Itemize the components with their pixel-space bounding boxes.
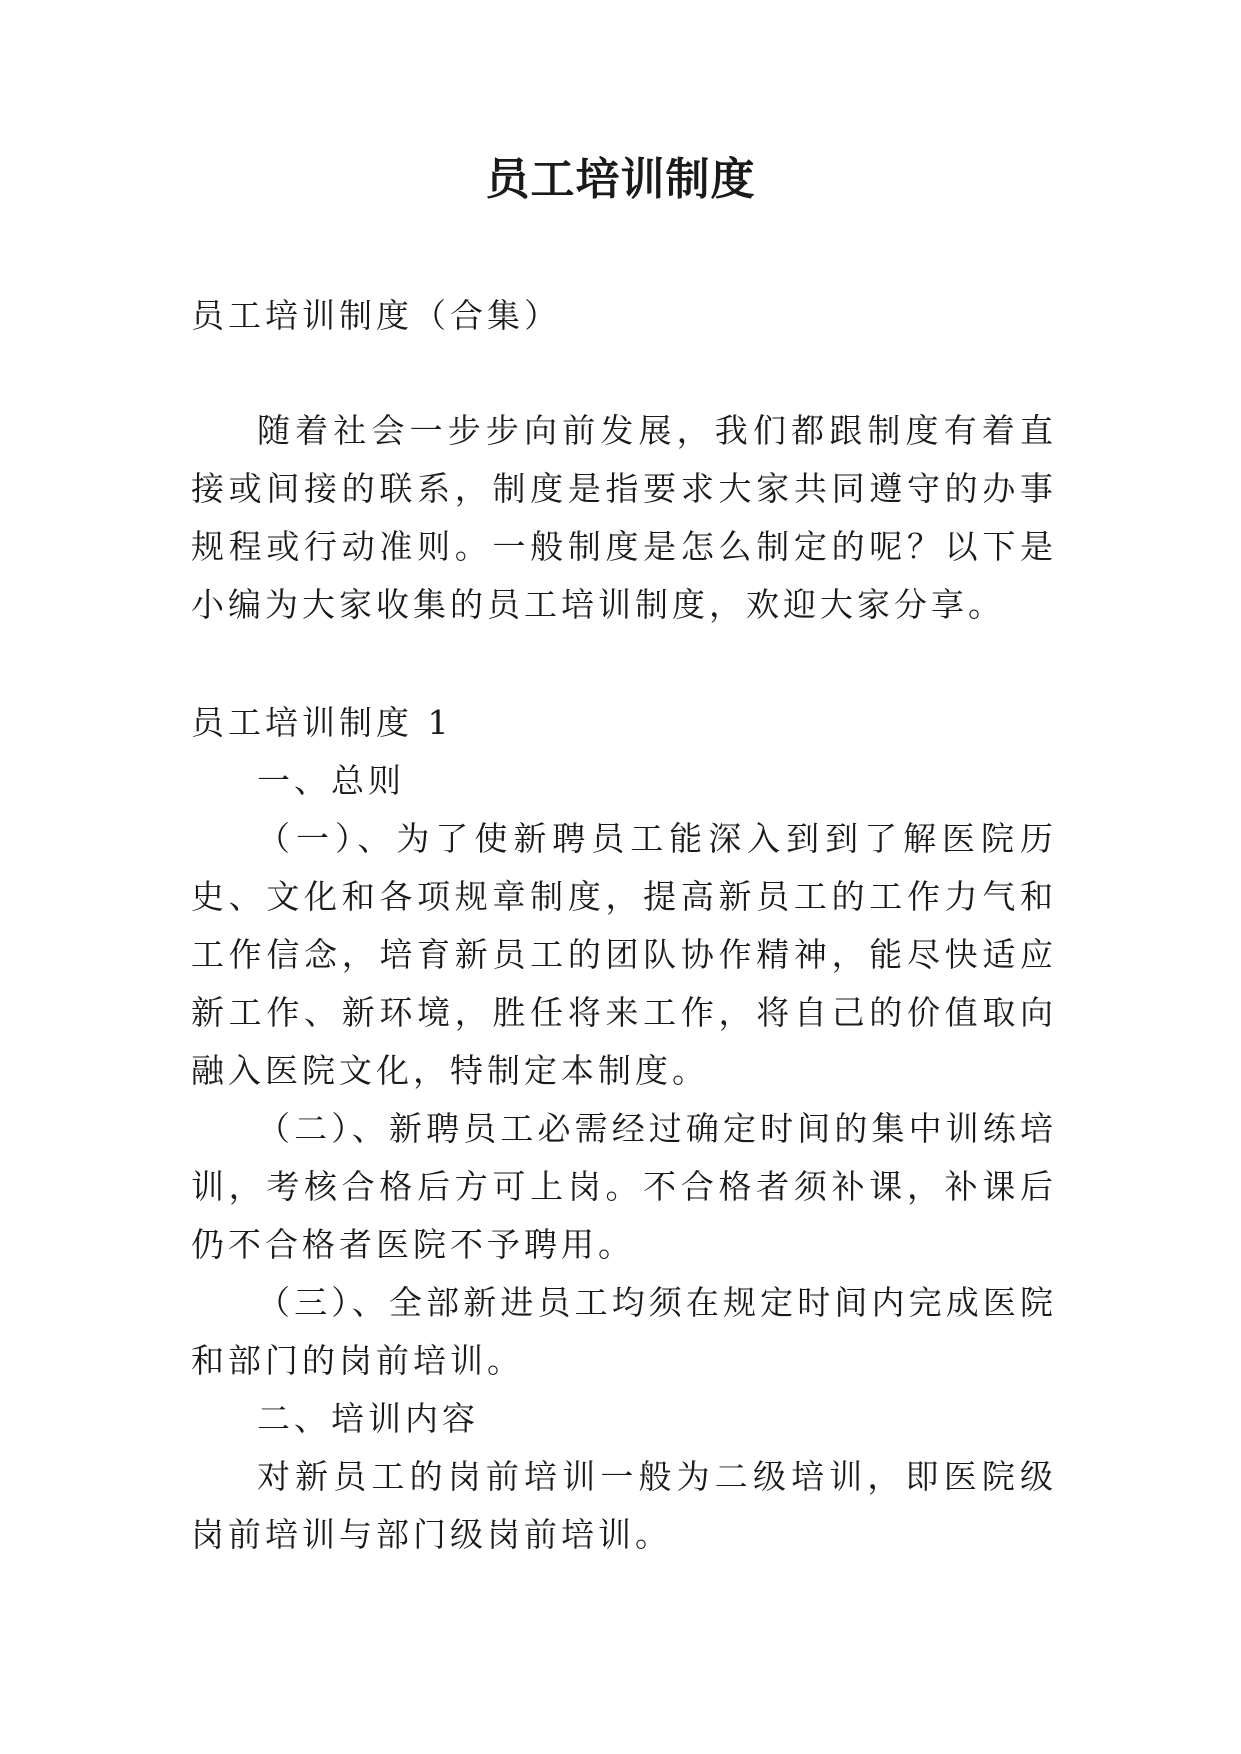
part-1-item-3: （三）、全部新进员工均须在规定时间内完成医院和部门的岗前培训。 [191,1283,1057,1380]
section-1 [191,694,1057,1564]
document-title: 员工培训制度 [485,154,756,205]
section-1-heading: 员工培训制度 1 [191,703,453,742]
intro-text: 随着社会一步步向前发展，我们都跟制度有着直接或间接的联系，制度是指要求大家共同遵守的办事规程或行动准则。一般制度是怎么制定的呢？以下是小编为大家收集的员工培训制度，欢迎大家分享。 [191,411,1057,624]
part-2-heading: 二、培训内容 [257,1399,479,1438]
part-1-item-1: （一）、为了使新聘员工能深入到到了解医院历史、文化和各项规章制度，提高新员工的工作力气和工作信念，培育新员工的团队协作精神，能尽快适应新工作、新环境，胜任将来工作，将自己的价值取向融入医院文化，特制定本制度。 [191,819,1057,1090]
part-2-text: 对新员工的岗前培训一般为二级培训，即医院级岗前培训与部门级岗前培训。 [191,1457,1057,1554]
subtitle-text: 员工培训制度（合集） [191,296,561,335]
intro-paragraph [191,402,1057,634]
part-1-heading: 一、总则 [257,761,405,800]
part-1-item-2: （二）、新聘员工必需经过确定时间的集中训练培训，考核合格后方可上岗。不合格者须补课，补课后仍不合格者医院不予聘用。 [191,1109,1057,1264]
document-subtitle [191,287,1057,345]
